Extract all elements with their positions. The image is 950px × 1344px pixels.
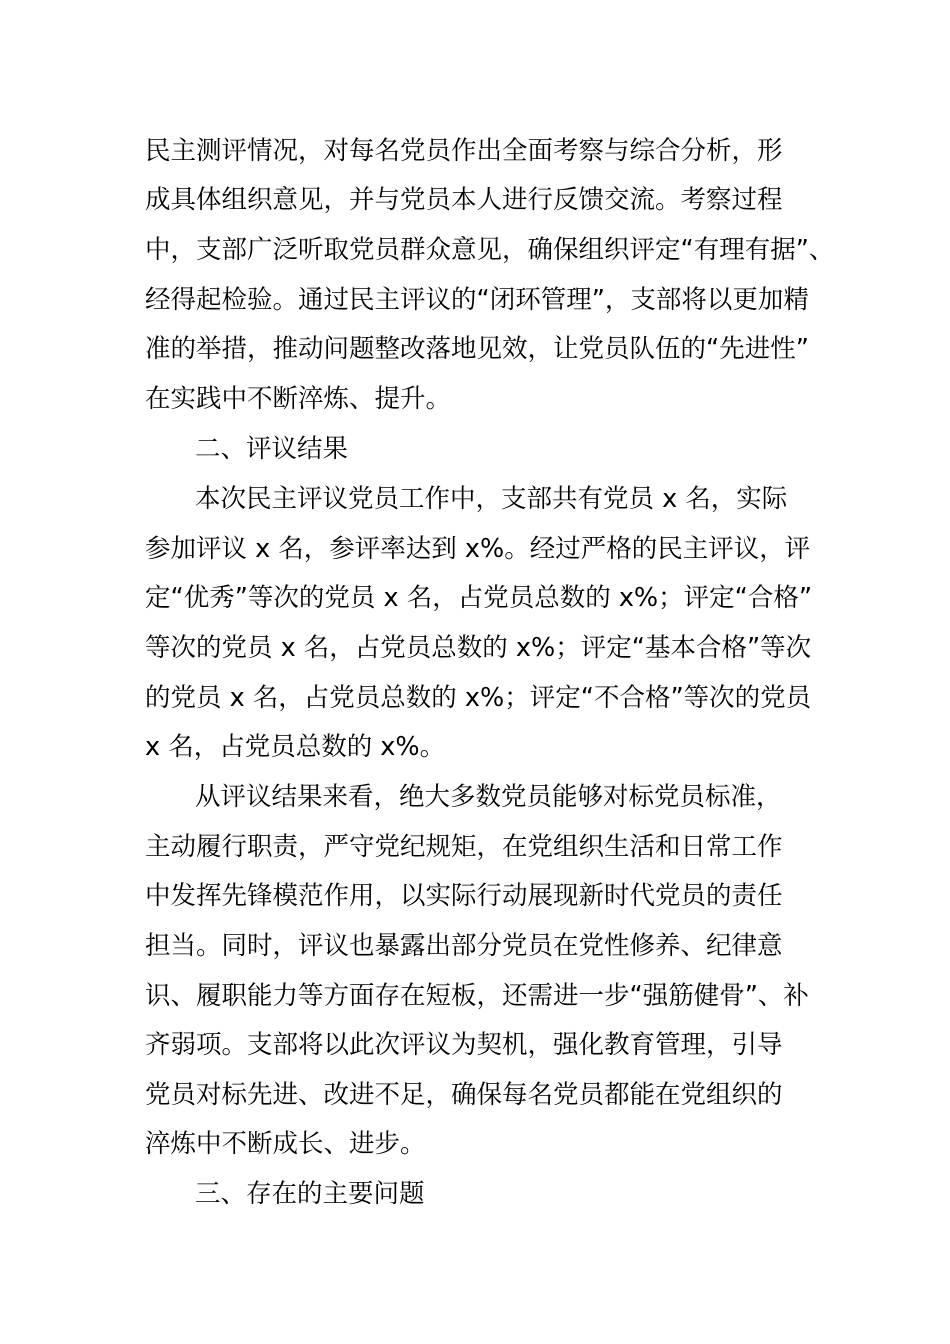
text-line: 参加评议 x 名，参评率达到 x%。经过严格的民主评议，评: [145, 534, 811, 564]
text-line: 担当。同时，评议也暴露出部分党员在党性修养、纪律意: [145, 931, 783, 961]
text-line: 中，支部广泛听取党员群众意见，确保组织评定“有理有据”、: [145, 235, 835, 265]
text-line: 等次的党员 x 名，占党员总数的 x%；评定“基本合格”等次: [145, 633, 812, 663]
text-line: 定“优秀”等次的党员 x 名，占党员总数的 x%；评定“合格”: [145, 583, 813, 613]
text-line: 淬炼中不断成长、进步。: [145, 1129, 426, 1159]
text-line: 民主测评情况，对每名党员作出全面考察与综合分析，形: [145, 136, 783, 166]
text-line: 主动履行职责，严守党纪规矩，在党组织生活和日常工作: [145, 832, 783, 862]
text-line: 的党员 x 名，占党员总数的 x%；评定“不合格”等次的党员: [145, 683, 812, 713]
text-line: 准的举措，推动问题整改落地见效，让党员队伍的“先进性”: [145, 334, 809, 364]
text-line: 中发挥先锋模范作用，以实际行动展现新时代党员的责任: [145, 881, 783, 911]
text-line: 经得起检验。通过民主评议的“闭环管理”，支部将以更加精: [145, 285, 809, 315]
text-line: 从评议结果来看，绝大多数党员能够对标党员标准，: [195, 782, 782, 812]
section-heading: 三、存在的主要问题: [195, 1179, 425, 1209]
text-line: 党员对标先进、改进不足，确保每名党员都能在党组织的: [145, 1080, 783, 1110]
text-line: 成具体组织意见，并与党员本人进行反馈交流。考察过程: [145, 185, 783, 215]
section-heading: 二、评议结果: [195, 434, 349, 464]
text-line: x 名，占党员总数的 x%。: [145, 732, 446, 762]
text-line: 本次民主评议党员工作中，支部共有党员 x 名，实际: [195, 484, 788, 514]
text-line: 识、履职能力等方面存在短板，还需进一步“强筋健骨”、补: [145, 981, 809, 1011]
text-line: 在实践中不断淬炼、提升。: [145, 384, 452, 414]
text-line: 齐弱项。支部将以此次评议为契机，强化教育管理，引导: [145, 1030, 783, 1060]
